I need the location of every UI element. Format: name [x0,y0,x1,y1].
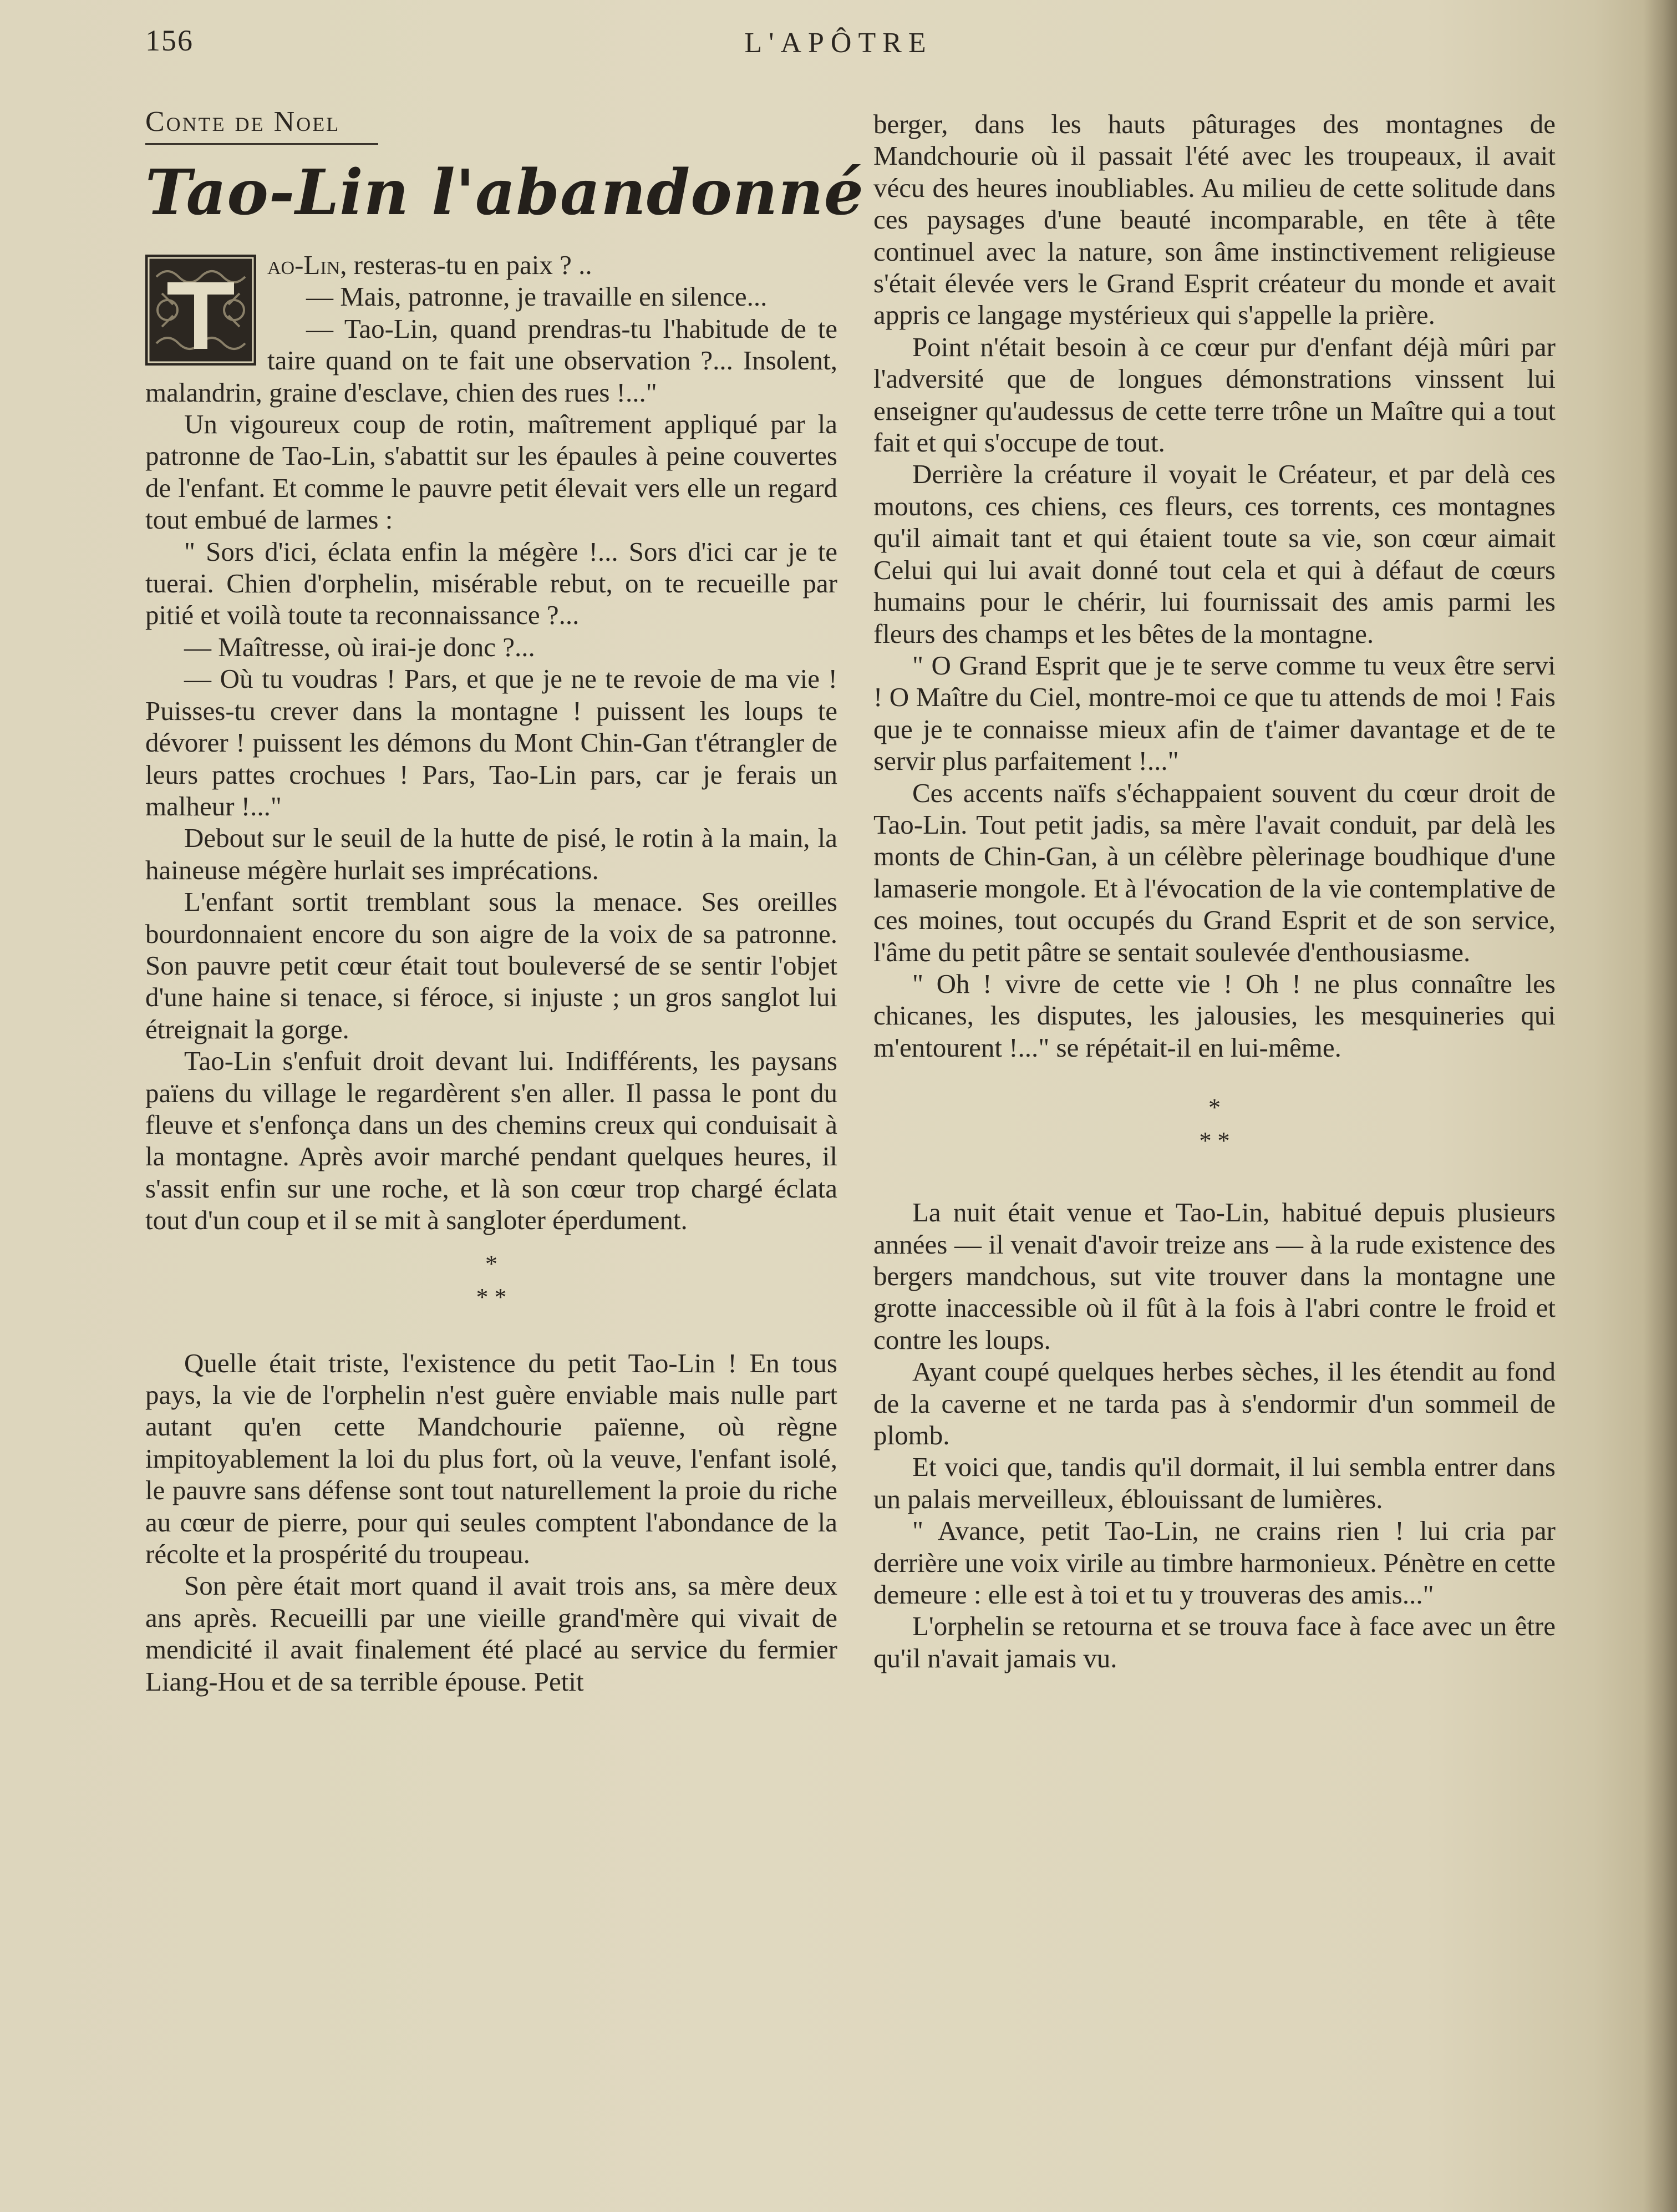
right-paragraph: Derrière la créature il voyait le Créateur, et par delà ces moutons, ces chiens, ces fleurs, ces torrents, ces montagnes qu'il aimait tant et qui étaient toute sa vie, son cœur aimait Celui qui lui avait donné tout cela et qui à défaut de cœurs humains pour le chérir, lui fournissait des amis parmi les fleurs des champs et les bêtes de la montagne. [873,459,1556,649]
left-paragraph: — Mais, patronne, je travaille en silence... [306,281,768,312]
left-paragraph: L'enfant sortit tremblant sous la menace. Ses oreilles bourdonnaient encore du son aigre de la voix de sa patronne. Son pauvre petit cœur était tout bouleversé de se sentir l'objet d'une haine si tenace, si féroce, si injuste ; un gros sanglot lui étreignait la gorge. [145,886,837,1044]
section-separator: * * * [476,1250,507,1311]
left-paragraph: — Où tu voudras ! Pars, et que je ne te revoie de ma vie ! Puisses-tu crever dans la montagne ! puissent les loups te dévorer ! puissent les démons du Mont Chin-Gan t'étrangler de leurs pattes crochues ! Pars, Tao-Lin pars, car je ferais un malheur !..." [145,663,837,821]
ornamental-dropcap [145,255,256,366]
right-paragraph: " Avance, petit Tao-Lin, ne crains rien ! lui cria par derrière une voix virile au timbre harmonieux. Pénètre en cette demeure : elle est à toi et tu y trouveras des amis..." [873,1515,1556,1610]
left-paragraph: Son père était mort quand il avait trois ans, sa mère deux ans après. Recueilli par une vieille grand'mère qui vivait de mendicité il avait finalement été placé au service du fermier Liang-Hou et de sa terrible épouse. Petit [145,1570,837,1697]
page-header [145,23,1532,68]
right-paragraph: Ces accents naïfs s'échappaient souvent du cœur droit de Tao-Lin. Tout petit jadis, sa mère l'avait conduit, par delà les monts de Chin-Gan, à un célèbre pèlerinage boudhique d'une lamaserie mongole. Et à l'évocation de la vie contemplative de ces moines, tout occupés du Grand Esprit et de son service, l'âme du petit pâtre se sentait soulevée d'enthousiasme. [873,777,1556,967]
dropcap-word-rest: ao-Lin [267,250,341,280]
left-paragraph: Un vigoureux coup de rotin, maîtrement appliqué par la patronne de Tao-Lin, s'abattit sur les épaules à peine couvertes de l'enfant. Et comme le pauvre petit élevait vers elle un regard tout embué de larmes : [145,409,837,535]
right-paragraph: " O Grand Esprit que je te serve comme tu veux être servi ! O Maître du Ciel, montre-moi ce que tu attends de moi ! Fais que je te connaisse mieux afin de t'aimer davantage et de te servir plus parfaitement !..." [873,650,1556,777]
right-paragraph: La nuit était venue et Tao-Lin, habitué depuis plusieurs années — il venait d'avoir treize ans — à la rude existence des bergers mandchous, sut vite trouver dans la montagne une grotte inaccessible où il fût à la fois à l'abri contre le froid et contre les loups. [873,1197,1556,1355]
right-paragraph: Ayant coupé quelques herbes sèches, il les étendit au fond de la caverne et ne tarda pas à s'endormir d'un sommeil de plomb. [873,1356,1556,1451]
right-paragraph: " Oh ! vivre de cette vie ! Oh ! ne plus connaître les chicanes, les disputes, les jalousies, les mesquineries qui m'entourent !..." se répétait-il en lui-même. [873,968,1556,1063]
right-paragraph: Point n'était besoin à ce cœur pur d'enfant déjà mûri par l'adversité que de longues démonstrations vinssent lui enseigner qu'audessus de cette terre trône un Maître qui a tout fait et qui s'occupe de tout. [873,331,1556,458]
kicker-rule [145,143,378,145]
left-paragraph: — Maîtresse, où irai-je donc ?... [184,631,535,662]
dropcap-ornament-icon [145,255,256,366]
page-edge-shadow [1644,0,1677,2212]
opening-line-rest: , resteras-tu en paix ? .. [340,250,592,280]
left-column [145,105,864,1697]
left-paragraph: Tao-Lin s'enfuit droit devant lui. Indifférents, les paysans païens du village le regardèrent s'en aller. Il passa le pont du fleuve et s'enfonça dans un des chemins creux qui conduisait à la montagne. Après avoir marché pendant quelques heures, il s'assit enfin sur une roche, et là son cœur trop chargé éclata tout d'un coup et il se mit à sangloter éperdument. [145,1046,837,1236]
right-paragraph: berger, dans les hauts pâturages des montagnes de Mandchourie où il passait l'été avec les troupeaux, il avait vécu des heures inoubliables. Au milieu de cette solitude dans ces paysages d'une beauté incomparable, en tête à tête continuel avec la nature, son âme instinctivement religieuse s'était élevée vers le Grand Esprit créateur du monde et avait appris ce langage mystérieux qui s'appelle la prière. [873,109,1556,331]
right-column [873,108,1556,1674]
article-kicker: Conte de Noel [145,106,341,138]
right-paragraph: Et voici que, tandis qu'il dormait, il lui sembla entrer dans un palais merveilleux, éblouissant de lumières. [873,1452,1556,1514]
left-paragraph: Quelle était triste, l'existence du petit Tao-Lin ! En tous pays, la vie de l'orphelin n'est guère enviable mais nulle part autant qu'en cette Mandchourie païenne, où règne impitoyablement la loi du plus fort, où la veuve, l'enfant isolé, le pauvre sans défense sont tout naturellement la proie du riche au cœur de pierre, pour qui seules comptent l'abondance de la récolte et la prospérité du troupeau. [145,1347,837,1570]
left-paragraph: " Sors d'ici, éclata enfin la mégère !... Sors d'ici car je te tuerai. Chien d'orphelin, misérable rebut, on te recueille par pitié et voilà toute ta reconnaissance ?... [145,536,837,631]
running-title: L'APÔTRE [744,27,933,59]
section-separator: * * * [1199,1094,1230,1155]
left-paragraph: — Tao-Lin, quand prendras-tu l'habitude de te taire quand on te fait une observation ?... Insolent, malandrin, graine d'esclave, chien des rues !..." [145,313,837,408]
left-paragraph: Debout sur le seuil de la hutte de pisé, le rotin à la main, la haineuse mégère hurlait ses imprécations. [145,823,837,885]
page-number: 156 [145,24,194,57]
right-paragraph: L'orphelin se retourna et se trouva face à face avec un être qu'il n'avait jamais vu. [873,1611,1556,1673]
article-title: Tao-Lin l'abandonné [145,156,864,229]
